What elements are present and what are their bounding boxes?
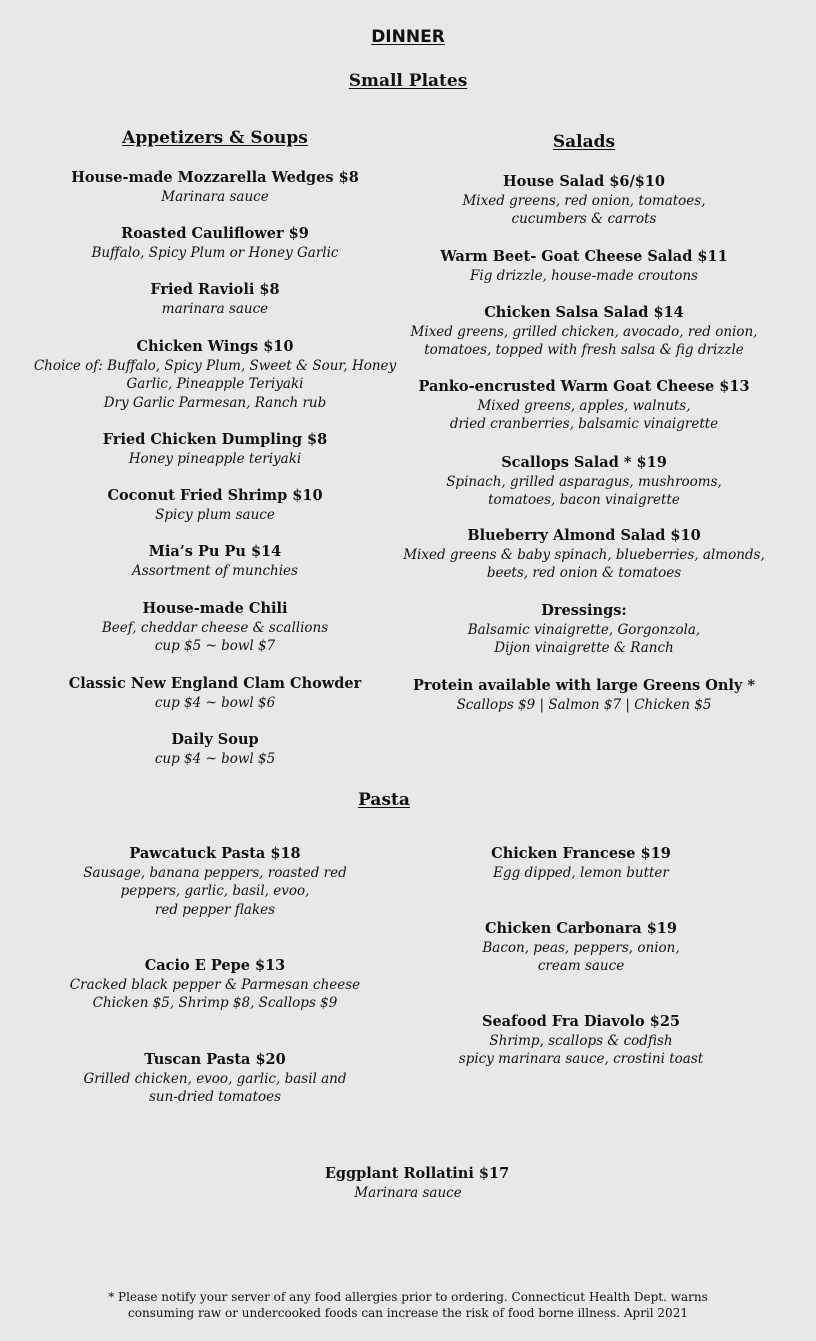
- item-name: Panko-encrusted Warm Goat Cheese $13: [418, 378, 750, 395]
- menu-item: [217, 1165, 617, 1202]
- item-desc: Mixed greens, grilled chicken, avocado, red onion,: [410, 323, 758, 340]
- item-name: Roasted Cauliflower $9: [121, 225, 309, 242]
- item-desc: tomatoes, topped with fresh salsa & fig drizzle: [424, 342, 744, 358]
- item-name: Blueberry Almond Salad $10: [467, 527, 701, 544]
- footer-line: consuming raw or undercooked foods can increase the risk of food borne illness. April 2021: [128, 1306, 688, 1320]
- menu-item: [15, 845, 415, 919]
- menu-item: [15, 731, 415, 768]
- item-desc: Honey pineapple teriyaki: [128, 450, 302, 467]
- item-desc: Garlic, Pineapple Teriyaki: [126, 376, 304, 392]
- menu-item: [15, 957, 415, 1013]
- menu-item: [15, 338, 415, 412]
- item-desc: Mixed greens & baby spinach, blueberries, almonds,: [403, 546, 765, 563]
- item-name: Coconut Fried Shrimp $10: [107, 487, 323, 504]
- item-desc: Dijon vinaigrette & Ranch: [494, 640, 674, 656]
- item-desc: Spinach, grilled asparagus, mushrooms,: [446, 473, 722, 490]
- menu-item: [381, 920, 781, 976]
- item-name: Eggplant Rollatini $17: [324, 1165, 510, 1182]
- item-desc: marinara sauce: [161, 300, 269, 317]
- item-desc: Grilled chicken, evoo, garlic, basil and: [83, 1070, 347, 1087]
- item-desc: Fig drizzle, house-made croutons: [470, 267, 698, 284]
- item-desc: Choice of: Buffalo, Spicy Plum, Sweet & Sour, Honey: [33, 357, 397, 374]
- item-desc: Marinara sauce: [354, 1184, 462, 1201]
- item-desc: Balsamic vinaigrette, Gorgonzola,: [467, 621, 701, 638]
- item-name: Classic New England Clam Chowder: [68, 675, 362, 692]
- item-desc: red pepper flakes: [154, 901, 276, 918]
- menu-item: [15, 169, 415, 206]
- item-desc: Spicy plum sauce: [155, 506, 275, 523]
- menu-item: [384, 602, 784, 658]
- menu-item: [15, 225, 415, 262]
- item-desc: Sausage, banana peppers, roasted red: [83, 864, 347, 881]
- menu-item: [384, 677, 784, 714]
- item-name: Chicken Carbonara $19: [485, 920, 677, 937]
- item-name: Fried Ravioli $8: [150, 281, 280, 298]
- menu-item: [15, 600, 415, 656]
- item-name: Pawcatuck Pasta $18: [129, 845, 301, 862]
- item-name: House-made Mozzarella Wedges $8: [71, 169, 359, 186]
- item-name: Dressings:: [541, 602, 627, 619]
- small-plates-heading: Small Plates: [348, 71, 468, 91]
- item-name: Chicken Wings $10: [136, 338, 294, 355]
- menu-item: [384, 304, 784, 360]
- item-desc: cucumbers & carrots: [511, 211, 657, 227]
- allergy-notice: [0, 1289, 816, 1321]
- menu-item: [15, 281, 415, 318]
- menu-item: [15, 431, 415, 468]
- menu-item: [384, 378, 784, 434]
- item-name: Daily Soup: [171, 731, 259, 748]
- menu-item: [384, 527, 784, 583]
- item-name: Seafood Fra Diavolo $25: [481, 1013, 681, 1030]
- footer-line: * Please notify your server of any food allergies prior to ordering. Connecticut Health Dept. warns: [108, 1290, 708, 1304]
- item-desc: Marinara sauce: [161, 188, 269, 205]
- item-desc: Bacon, peas, peppers, onion,: [482, 939, 680, 956]
- item-name: Tuscan Pasta $20: [144, 1051, 286, 1068]
- item-name: Chicken Salsa Salad $14: [484, 304, 684, 321]
- item-desc: cream sauce: [537, 958, 625, 974]
- menu-item: [384, 173, 784, 229]
- item-desc: Cracked black pepper & Parmesan cheese: [69, 976, 361, 993]
- item-desc: Buffalo, Spicy Plum or Honey Garlic: [91, 244, 339, 261]
- item-name: Cacio E Pepe $13: [144, 957, 286, 974]
- salads-heading: Salads: [552, 132, 616, 152]
- item-desc: Assortment of munchies: [132, 562, 298, 579]
- menu-item: [15, 1051, 415, 1107]
- item-desc: Dry Garlic Parmesan, Ranch rub: [103, 394, 327, 411]
- item-desc: Mixed greens, apples, walnuts,: [477, 397, 691, 414]
- item-desc: dried cranberries, balsamic vinaigrette: [449, 416, 719, 432]
- item-name: Scallops Salad * $19: [501, 454, 667, 471]
- item-name: House-made Chili: [142, 600, 288, 617]
- menu-item: [381, 1013, 781, 1069]
- item-desc: cup $4 ~ bowl $5: [154, 750, 276, 767]
- item-desc: peppers, garlic, basil, evoo,: [120, 883, 310, 899]
- menu-item: [384, 454, 784, 510]
- item-desc: tomatoes, bacon vinaigrette: [488, 492, 680, 508]
- item-name: Mia’s Pu Pu $14: [148, 543, 282, 560]
- appetizers-heading: Appetizers & Soups: [122, 128, 308, 148]
- item-desc: cup $4 ~ bowl $6: [154, 694, 276, 711]
- item-name: Protein available with large Greens Only *: [413, 677, 755, 694]
- pasta-heading: Pasta: [358, 790, 410, 810]
- item-desc: beets, red onion & tomatoes: [486, 565, 682, 581]
- menu-item: [381, 845, 781, 882]
- item-desc: Shrimp, scallops & codfish: [489, 1032, 673, 1049]
- page-title: DINNER: [371, 27, 445, 47]
- menu-item: [15, 543, 415, 580]
- item-desc: Scallops $9 | Salmon $7 | Chicken $5: [456, 696, 712, 713]
- menu-item: [384, 248, 784, 285]
- item-desc: sun-dried tomatoes: [148, 1089, 282, 1105]
- item-name: Fried Chicken Dumpling $8: [102, 431, 328, 448]
- item-desc: Beef, cheddar cheese & scallions: [101, 619, 329, 636]
- item-desc: Mixed greens, red onion, tomatoes,: [462, 192, 706, 209]
- menu-item: [15, 675, 415, 712]
- item-name: Chicken Francese $19: [491, 845, 671, 862]
- item-desc: spicy marinara sauce, crostini toast: [458, 1051, 704, 1067]
- menu-item: [15, 487, 415, 524]
- item-desc: Egg dipped, lemon butter: [493, 864, 669, 881]
- item-desc: cup $5 ~ bowl $7: [154, 638, 276, 654]
- item-name: House Salad $6/$10: [502, 173, 666, 190]
- item-desc: Chicken $5, Shrimp $8, Scallops $9: [92, 995, 338, 1011]
- item-name: Warm Beet- Goat Cheese Salad $11: [440, 248, 728, 265]
